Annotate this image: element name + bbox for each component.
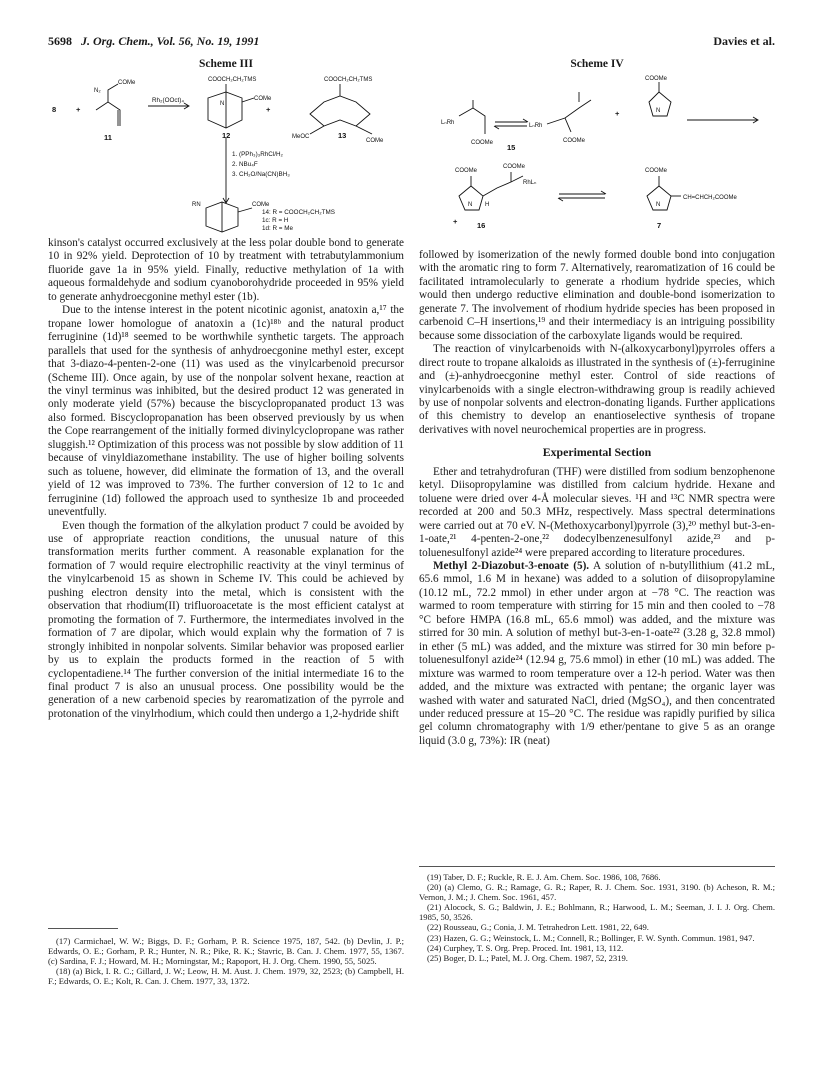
paragraph-right-4 [419, 560, 775, 748]
cpd12-come-label: COMe [254, 96, 272, 102]
footnotes-left [48, 936, 404, 986]
cpd11-come-label: COMe [118, 80, 136, 86]
diazo-label: N₂ [94, 88, 101, 94]
running-header-authors: Davies et al. [713, 34, 775, 48]
paragraph-left-1: kinson's catalyst occurred exclusively at the less polar double bond to generate 10 in 92% yield. Deprotection of 10 by treatment with tetrabutylammonium fluoride gave 1a in 95% yield. Finally, reductive methylation of 1a with aqueous formaldehyde and sodium cyanoborohydride proceeded in 95% yield to generate anhydroecgonine methyl ester (1b). [48, 237, 404, 303]
scheme-iv-title: Scheme IV [570, 58, 624, 70]
left-column-body [48, 237, 404, 721]
journal-citation: J. Org. Chem., Vol. 56, No. 19, 1991 [81, 34, 260, 48]
footnote-rule-left [48, 928, 118, 929]
cpd12-n-label: N [220, 101, 225, 107]
cpd7-n-label: N [656, 202, 661, 208]
compound-7-label: 7 [657, 221, 662, 230]
cpd13-meoc-label: MeOC [292, 134, 310, 140]
carbenoid-coome-label: COOMe [471, 140, 494, 146]
footnote-17: (17) Carmichael, W. W.; Biggs, D. F.; Gorham, P. R. Science 1975, 187, 542. (b) Devlin, J. P.; Edwards, O. E.; Gorham, P. R.; Hunter, N. R.; Pike, R. K.; Stavric, B. Can. J. Chem. 1977, 55, 1367. (c) Sardina, F. J.; Howard, M. H.; Morningstar, M.; Rapoport, H. J. Org. Chem. 1990, 55, 5025. [48, 936, 404, 967]
right-column-body [419, 249, 775, 748]
compound-5-heading: Methyl 2-Diazobut-3-enoate (5). [433, 559, 590, 572]
scheme-iii-plus-2: + [266, 105, 271, 114]
pyrrole-coome-label: COOMe [645, 76, 668, 82]
scheme-iv-plus-2: + [453, 217, 458, 226]
carbenoid-2-lnrh-label: LₙRh [529, 123, 543, 129]
footnote-23: (23) Hazen, G. G.; Weinstock, L. M.; Connell, R.; Bollinger, F. W. Synth. Commun. 1981, 947. [427, 932, 755, 943]
cpd16-coome-2-label: COOMe [503, 164, 526, 170]
footnote-24: (24) Curphey, T. S. Org. Prep. Proced. Int. 1981, 13, 112. [427, 942, 624, 953]
cpd7-coome-label: COOMe [645, 168, 668, 174]
rn-label: RN [192, 202, 201, 208]
footnote-19: (19) Taber, D. F.; Ruckle, R. E. J. Am. Chem. Soc. 1986, 108, 7686. [427, 872, 661, 882]
compound-15-label: 15 [507, 143, 516, 152]
running-header-left [48, 34, 259, 49]
paragraph-right-1: followed by isomerization of the newly formed double bond into conjugation with the aromatic ring to form 7. Alternatively, rearomatization of 16 could be facilitated intramolecularly to generate a rhodium hydride species, which would then undergo reductive elimination and double-bond isomerization to generate 7. The involvement of rhodium hydride species has been proposed in carbenoid C–H insertions,¹⁹ and their intermediacy is an intriguing possibility because some dissociation of the carboxylate ligands would be required. [419, 249, 775, 342]
paragraph-left-2: Due to the intense interest in the potent nicotinic agonist, anatoxin a,¹⁷ the tropane lower homologue of anatoxin a (1c)¹⁸ᵇ and the natural product ferruginine (1d)¹⁸ seemed to be worthwhile synthetic targets. The approach parallels that used for the synthesis of anhydroecgonine methyl ester, except that 3-diazo-4-penten-2-one (11) was used as the vinylcarbenoid precursor (Scheme III). Once again, by use of the nonpolar solvent hexane, reaction at the vinyl terminus was inhibited, but the desired product 12 was generated in only moderate yield (57%) because the biscyclopropanated product 13 was also formed. Biscyclopropanation has been observed previously by us when the Cope rearrangement of the initially formed divinylcyclopropane was rather sluggish.¹² Optimization of this process was not possible by slow addition of 11 because of vinyldiazomethane instability. The use of higher boiling solvents such as toluene, however, did eliminate the formation of 13, and the overall yield of 12 was improved to 73%. The further conversion of 12 to 1c and ferruginine (1d) followed the approach used to synthesize 1b and proceeded uneventfully. [48, 304, 404, 519]
cpd13-substituent: COOCH₂CH₂TMS [324, 77, 373, 83]
experimental-section-title: Experimental Section [542, 445, 652, 460]
compound-16-label: 16 [477, 221, 486, 230]
carbenoid-lnrh-label: LₙRh [441, 120, 455, 126]
cpd16-h-label: H [485, 202, 490, 208]
cpd14-come-label: COMe [252, 202, 270, 208]
compound-11-label: 11 [104, 133, 112, 142]
cpd16-n-label: N [468, 202, 473, 208]
paragraph-right-2: The reaction of vinylcarbenoids with N-(alkoxycarbonyl)pyrroles offers a direct route to tropane alkaloids as illustrated in the synthesis of (±)-ferruginine and (±)-anhydroecgonine methyl ester. Control of side reactions of vinylcarbenoids with a single electron-withdrawing group is readily achieved by use of nonpolar solvents and electron-donating ligands. Further applications of this chemistry to develop an enantioselective synthesis of tropane derivatives with novel neurochemical properties are in progress. [419, 343, 775, 436]
cpd13-come-label: COMe [366, 138, 384, 144]
scheme-iii-title: Scheme III [199, 58, 253, 70]
compound-13-label: 13 [338, 131, 347, 140]
step-1: 1. (PPh₃)₃RhCl/H₂ [232, 151, 283, 158]
footnote-21: (21) Alocock, S. G.; Baldwin, J. E.; Bohlmann, R.; Harwood, L. M.; Seeman, J. I. J. Org. Chem. 1985, 50, 3526. [419, 902, 775, 923]
footnotes-right [419, 872, 775, 963]
scheme-iv-diagram [419, 72, 775, 254]
compound-12-label: 12 [222, 131, 231, 140]
compound-5-procedure: A solution of n-butyllithium (41.2 mL, 65.6 mmol, 1.6 M in hexane) was added to a solution of diisopropylamine (10.12 mL, 72.2 mmol) in ether under argon at −78 °C. The reaction was warmed to room temperature with stirring for 15 min and then cooled to −78 °C before HMPA (16.8 mL, 65.6 mmol) was added, and the mixture was stirred for 30 min. A solution of methyl but-3-en-1-oate²² (3.28 g, 32.8 mmol) in ether (5 mL) was added, and the mixture was stirred for 30 min before p-toluenesulfonyl azide²⁴ (12.94 g, 75.6 mmol) in ether (10 mL) was added. The mixture was warmed to room temperature over a 12-h period. Water was then added, and the mixture was extracted with pentane; the organic layer was washed with water and saturated NaCl, dried (MgSO₄), and then concentrated under reduced pressure at 15–20 °C. The residue was rapidly purified by silica gel column chromatography with 1/9 ether/pentane to give 5 as an orange liquid (3.0 g, 73%): IR (neat) [419, 559, 775, 747]
step-3: 3. CH₂O/Na(CN)BH₃ [232, 171, 290, 178]
cpd16-coome-label: COOMe [455, 168, 478, 174]
cpd7-chain-label: CH=CHCH₂COOMe [683, 195, 737, 201]
paragraph-left-3: Even though the formation of the alkylation product 7 could be avoided by use of appropriate reaction conditions, the unusual nature of this transformation merits further comment. A reasonable explanation for the formation of 7 would require electrophilic reactivity at the vinyl terminus of the vinylcarbenoid 15 as shown in Scheme IV. This could be achieved by pushing electron density into the metal, which is consistent with the observation that rhodium(II) trifluoroacetate is the most efficient catalyst at promoting the formation of 7. Furthermore, the intermediates involved in the formation of 7 are dipolar, which would explain why the formation of 7 is strongly inhibited in nonpolar solvents. Similar behavior was proposed earlier by us to explain the products formed in the reaction of 5 with cyclopentadiene.¹⁴ The further conversion of the initial intermediate 16 to the final product 7 is also an unusual process. One possibility would be the generation of a new carbenoid species by rearomatization of the pyrrole and protonation of the vinylrhodium, which could then undergo a 1,2-hydride shift [48, 519, 404, 720]
compound-1d-def: 1d: R = Me [262, 225, 293, 232]
catalyst-label: Rh₂(OOct)₄ [152, 97, 184, 104]
compound-14-def: 14: R = COOCH₂CH₂TMS [262, 209, 335, 216]
compound-1c-def: 1c: R = H [262, 217, 289, 224]
pyrrole-n-label: N [656, 108, 661, 114]
cpd16-rhln-label: RhLₙ [523, 180, 537, 186]
page-number: 5698 [48, 34, 72, 48]
footnote-22: (22) Rousseau, G.; Conia, J. M. Tetrahedron Lett. 1981, 22, 649. [427, 922, 649, 933]
carbenoid-2-coome-label: COOMe [563, 138, 586, 144]
footnote-25: (25) Boger, D. L.; Patel, M. J. Org. Chem. 1987, 52, 2319. [427, 952, 628, 963]
step-2: 2. NBu₄F [232, 161, 258, 168]
footnote-20: (20) (a) Clemo, G. R.; Ramage, G. R.; Raper, R. J. Chem. Soc. 1931, 3190. (b) Acheson, R. M.; Vernon, J. M.; J. Chem. Soc. 1961, 457. [419, 882, 775, 903]
cpd12-substituent: COOCH₂CH₂TMS [208, 77, 257, 83]
scheme-iii-reactant-8: 8 [52, 105, 57, 114]
scheme-iv-plus: + [615, 109, 620, 118]
paragraph-right-3: Ether and tetrahydrofuran (THF) were distilled from sodium benzophenone ketyl. Diisopropylamine was distilled from calcium hydride. Hexane and toluene were dried over 4-Å molecular sieves. ¹H and ¹³C NMR spectra were recorded at 200 and 50.3 MHz, respectively. Mass spectral determinations were carried out at 70 eV. N-(Methoxycarbonyl)pyrrole (3),²⁰ methyl but-3-en-1-oate,²¹ 4-penten-2-one,²² dodecylbenzenesulfonyl azide,²³ and p-toluenesulfonyl azide²⁴ were prepared according to literature procedures. [419, 465, 775, 559]
footnote-rule-right [419, 866, 775, 867]
footnote-18: (18) (a) Bick, I. R. C.; Gillard, J. W.; Leow, H. M. Aust. J. Chem. 1979, 32, 2523; (b) Campbell, H. F.; Edwards, O. E.; Kolt, R. Can. J. Chem. 1977, 33, 1372. [48, 966, 404, 987]
scheme-iii-plus: + [76, 105, 81, 114]
scheme-iii-diagram [48, 72, 404, 234]
